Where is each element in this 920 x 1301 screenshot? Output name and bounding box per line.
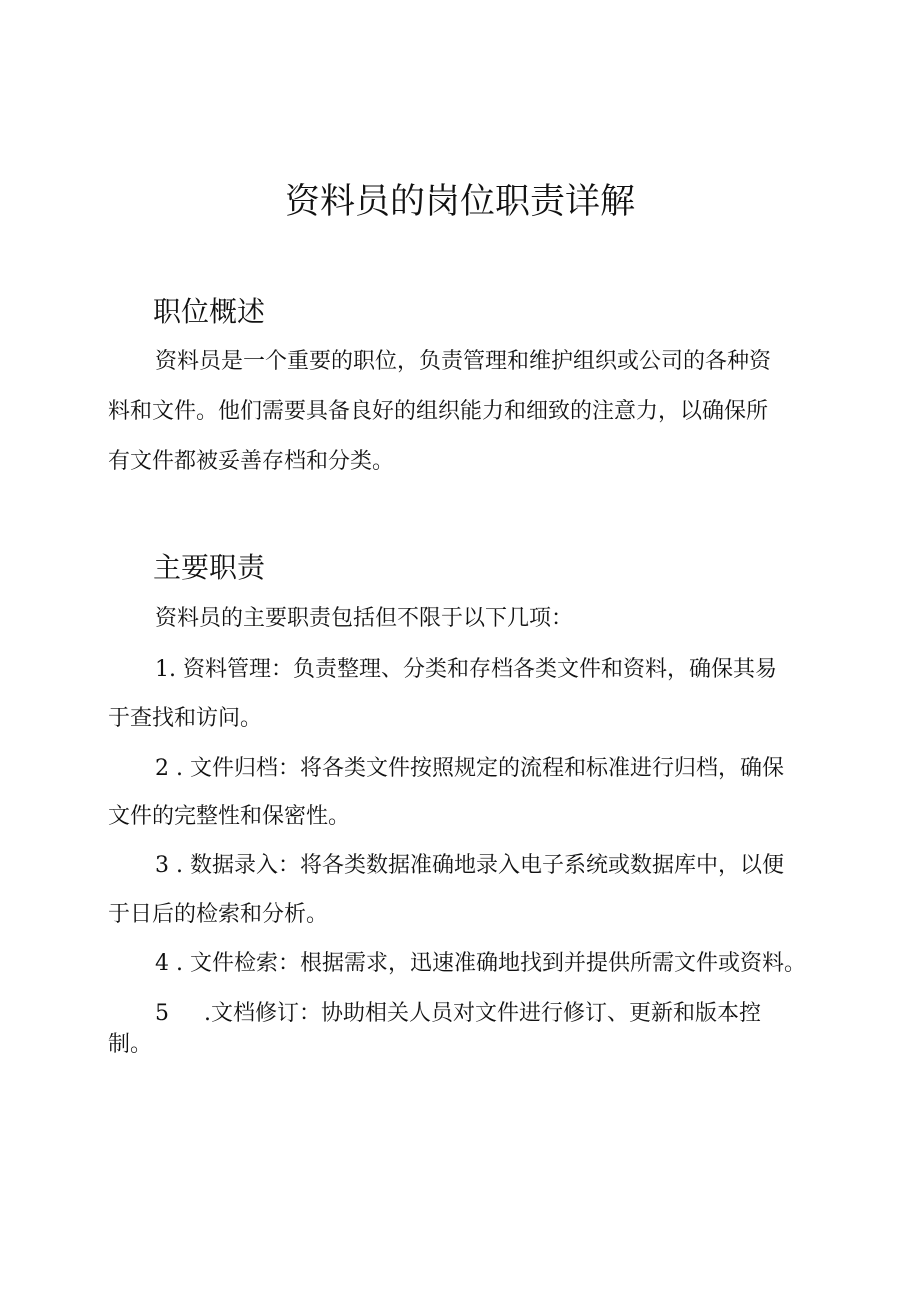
document-title: 资料员的岗位职责详解 xyxy=(284,182,635,222)
duty-item-5-line-1: 5 .文档修订：协助相关人员对文件进行修订、更新和版本控 xyxy=(155,1001,761,1026)
duty-item-2-line-1: 2 . 文件归档：将各类文件按照规定的流程和标准进行归档，确保 xyxy=(155,756,784,781)
overview-line-1: 资料员是一个重要的职位，负责管理和维护组织或公司的各种资 xyxy=(155,349,772,374)
duty-item-1-line-1: 1. 资料管理：负责整理、分类和存档各类文件和资料，确保其易 xyxy=(155,657,777,682)
overview-line-3: 有文件都被妥善存档和分类。 xyxy=(108,449,395,474)
duty-item-4-line-1: 4 . 文件检索：根据需求，迅速准确地找到并提供所需文件或资料。 xyxy=(155,951,806,976)
overview-line-2: 料和文件。他们需要具备良好的组织能力和细致的注意力，以确保所 xyxy=(108,399,769,424)
duty-item-1-line-2: 于查找和访问。 xyxy=(108,706,263,731)
duty-item-2-line-2: 文件的完整性和保密性。 xyxy=(108,804,351,829)
duties-intro: 资料员的主要职责包括但不限于以下几项： xyxy=(155,606,574,631)
duty-item-5-line-2: 制。 xyxy=(108,1032,153,1057)
section-heading-duties: 主要职责 xyxy=(153,551,266,584)
duty-item-3-line-2: 于日后的检索和分析。 xyxy=(108,902,329,927)
duty-item-3-line-1: 3 . 数据录入：将各类数据准确地录入电子系统或数据库中，以便 xyxy=(155,853,784,878)
section-heading-overview: 职位概述 xyxy=(153,295,266,328)
